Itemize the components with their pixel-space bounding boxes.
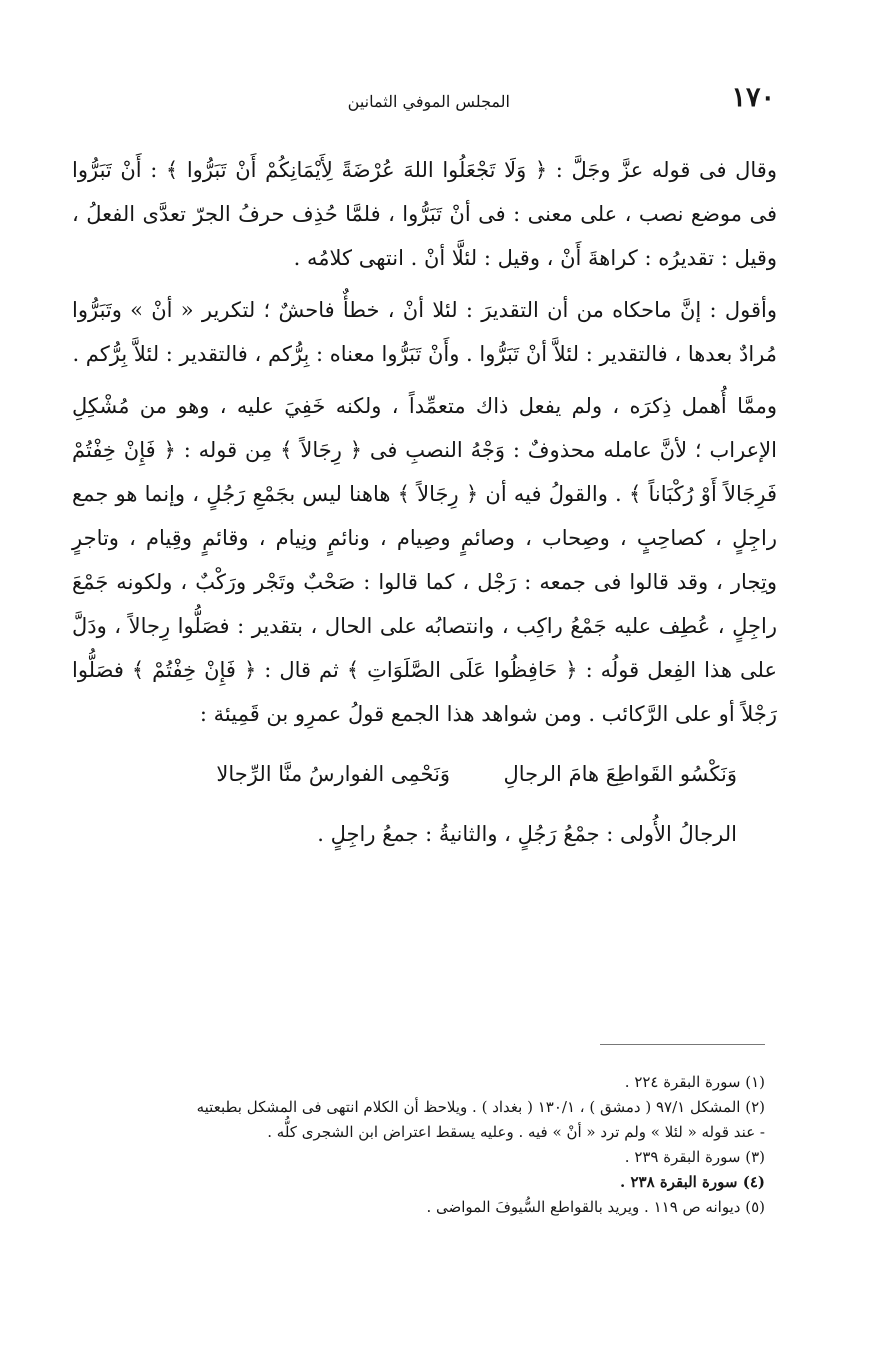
paragraph-3: وممَّا أُهمل ذِكرَه ، ولم يفعل ذاك متعمِّداً ، ولكنه خَفِيَ عليه ، وهو من مُشْكِلِ الإعراب ؛ لأنَّ عامله محذوفٌ : وَجْهُ النصبِ فى ﴿ رِجَالاً ﴾ مِن قوله : ﴿ فَإِنْ خِفْتُمْ فَرِجَالاً أَوْ رُكْبَاناً ﴾ . والقولُ فيه أن ﴿ رِجَالاً ﴾ هاهنا ليس بجَمْعِ رَجُلٍ ، وإنما هو جمع راجِلٍ ، كصاحِبٍ ، وصِحاب ، وصائمٍ وصِيام ، ونائمٍ ونِيام ، وقائمٍ وقِيام ، وتاجرٍ وتِجار ، وقد قالوا فى جمعه : رَجْل ، كما قالوا : صَحْبٌ وتَجْر ورَكْبٌ ، ولكونه جَمْعَ راجِلٍ ، عُطِف عليه جَمْعُ راكِب ، وانتصابُه على الحال ، بتقدير : فصَلُّوا رِجالاً ، ودَلَّ على هذا الفِعل قولُه : ﴿ حَافِظُوا عَلَى الصَّلَوَاتِ ﴾ ثم قال : ﴿ فَإِنْ خِفْتُمْ ﴾ فصَلُّوا رَجْلاً أو على الرَّكائب . ومن شواهد هذا الجمع قولُ عمرِو بن قَمِيئة : bbox=[72, 394, 777, 726]
footnote-text: سورة البقرة ٢٣٩ . bbox=[624, 1148, 741, 1166]
footnotes bbox=[70, 1070, 765, 1220]
verse-line bbox=[72, 744, 737, 804]
hemistich-second: وَنَحْمِى الفوارسُ منَّا الرِّجالا bbox=[216, 762, 451, 786]
footnote-text: سورة البقرة ٢٢٤ . bbox=[624, 1073, 741, 1091]
footnote-text: سورة البقرة ٢٣٨ . bbox=[620, 1173, 738, 1191]
running-title: المجلس الموفي الثمانين bbox=[347, 92, 510, 111]
page-number: ١٧٠ bbox=[731, 82, 775, 113]
footnote-2-continuation bbox=[70, 1120, 765, 1145]
footnote-5 bbox=[70, 1195, 765, 1220]
footnote-label: (٤) bbox=[742, 1173, 765, 1191]
main-text bbox=[72, 148, 777, 864]
page-header bbox=[60, 82, 775, 122]
footnote-label: (٣) bbox=[745, 1148, 765, 1166]
paragraph-1: وقال فى قوله عزَّ وجَلَّ : ﴿ وَلَا تَجْعَلُوا اللهَ عُرْضَةً لِأَيْمَانِكُمْ أَنْ تَبَرُّوا ﴾ : أَنْ تَبَرُّوا فى موضع نصب ، على معنى : فى أنْ تَبَرُّوا ، فلمَّا حُذِف حرفُ الجرّ تعدَّى الفعلُ ، وقيل : تقديرُه : كراهةَ أَنْ ، وقيل : لئلَّا أنْ . انتهى كلامُه . bbox=[72, 158, 777, 270]
footnote-text: - عند قوله « لئلا » ولم ترد « أنْ » فيه . وعليه يسقط اعتراض ابن الشجرى كلُّه . bbox=[267, 1123, 765, 1141]
footnote-2 bbox=[70, 1095, 765, 1120]
footnote-4 bbox=[70, 1170, 765, 1195]
footnote-text: المشكل ٩٧/١ ( دمشق ) ، ١٣٠/١ ( بغداد ) . ويلاحظ أن الكلام انتهى فى المشكل بطبعتيه bbox=[196, 1098, 741, 1116]
footnote-1 bbox=[70, 1070, 765, 1095]
paragraph-2: وأقول : إنَّ ماحكاه من أن التقديرَ : لئلا أنْ ، خطأٌ فاحشٌ ؛ لتكرير « أنْ » وتَبَرُّوا مُرادٌ بعدها ، فالتقدير : لئلاَّ أنْ تَبَرُّوا . وأَنْ تَبَرُّوا معناه : بِرُّكم ، فالتقدير : لئلاَّ بِرُّكم . bbox=[72, 298, 777, 366]
hemistich-first: وَنَكْسُو القَواطِعَ هامَ الرجالِ bbox=[503, 762, 737, 786]
footnote-text: ديوانه ص ١١٩ . ويريد بالقواطع السُّيوفَ المواضى . bbox=[426, 1198, 741, 1216]
closing-line: الرجالُ الأُولى : جمْعُ رَجُلٍ ، والثانيةُ : جمعُ راجِلٍ . bbox=[317, 822, 737, 846]
footnote-label: (٢) bbox=[745, 1098, 765, 1116]
footnote-3 bbox=[70, 1145, 765, 1170]
poem-verse bbox=[72, 744, 777, 864]
footnote-label: (١) bbox=[745, 1073, 765, 1091]
footnote-separator bbox=[600, 1044, 765, 1045]
footnote-label: (٥) bbox=[745, 1198, 765, 1216]
